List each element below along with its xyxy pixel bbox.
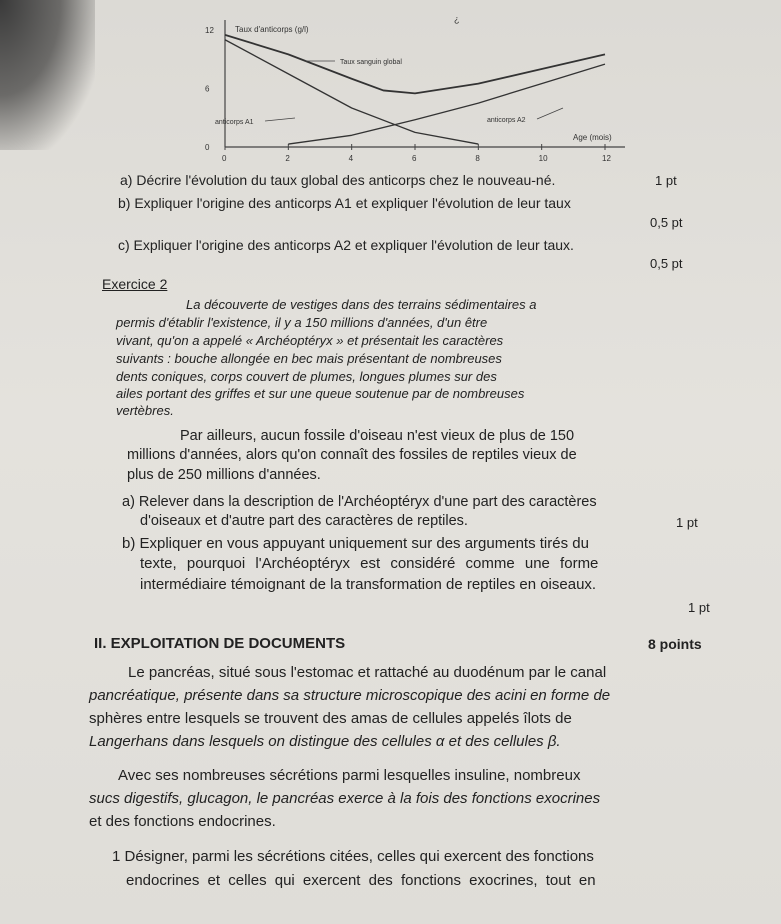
series-a1-line <box>225 40 478 144</box>
section-2-p2-line2: sucs digestifs, glucagon, le pancréas exerce à la fois des fonctions exocrines <box>89 790 601 807</box>
annotation-a1: anticorps A1 <box>215 119 254 126</box>
section-2-points: 8 points <box>648 636 702 652</box>
exercise-2-p2-line3: plus de 250 millions d'années. <box>127 467 321 483</box>
question-1a: a) Décrire l'évolution du taux global des anticorps chez le nouveau-né. <box>120 172 556 188</box>
exercise-2-p1-line1: La découverte de vestiges dans des terrains sédimentaires a <box>186 297 537 312</box>
exercise-2-p1-line6: ailes portant des griffes et sur une queue soutenue par de nombreuses <box>116 386 525 401</box>
exercise-2-qb-points: 1 pt <box>688 600 710 615</box>
x-tick-label: 10 <box>538 154 548 163</box>
question-1b: b) Expliquer l'origine des anticorps A1 et expliquer l'évolution de leur taux <box>118 195 571 211</box>
question-1c: c) Expliquer l'origine des anticorps A2 et expliquer l'évolution de leur taux. <box>118 237 574 253</box>
question-1a-points: 1 pt <box>655 173 677 188</box>
exercise-2-qa-line2: d'oiseaux et d'autre part des caractères de reptiles. <box>140 513 468 529</box>
x-axis-label: Age (mois) <box>573 133 612 142</box>
section-2-q1-line1: 1 Désigner, parmi les sécrétions citées, celles qui exercent des fonctions <box>112 848 594 865</box>
annotation-a1-pointer <box>265 118 295 121</box>
exercise-2-qb-line1: b) Expliquer en vous appuyant uniquement sur des arguments tirés du <box>122 535 589 552</box>
series-global-line <box>225 35 605 94</box>
section-2-title: II. EXPLOITATION DE DOCUMENTS <box>94 635 346 652</box>
section-2-p2-line3: et des fonctions endocrines. <box>89 813 276 830</box>
exercise-2-p2-line2: millions d'années, alors qu'on connaît des fossiles de reptiles vieux de <box>127 447 577 463</box>
section-2-p2-line1: Avec ses nombreuses sécrétions parmi lesquelles insuline, nombreux <box>118 767 581 784</box>
exercise-2-p1-line3: vivant, qu'on a appelé « Archéoptéryx » et présentait les caractères <box>116 333 504 348</box>
series-a2-line <box>288 64 605 144</box>
annotation-global: Taux sanguin global <box>340 59 402 66</box>
section-2-q1-line2: endocrines et celles qui exercent des fonctions exocrines, tout en <box>126 872 596 889</box>
exercise-2-p1-line4: suivants : bouche allongée en bec mais présentant de nombreuses <box>116 351 502 366</box>
exercise-2-qa-line1: a) Relever dans la description de l'Archéoptéryx d'une part des caractères <box>122 494 597 510</box>
x-tick-label: 8 <box>475 154 480 163</box>
exercise-2-qa-points: 1 pt <box>676 515 698 530</box>
question-1b-points: 0,5 pt <box>650 215 683 230</box>
x-tick-label: 12 <box>602 154 611 163</box>
annotation-a2: anticorps A2 <box>487 117 526 124</box>
x-tick-label: 6 <box>412 154 417 163</box>
x-tick-label: 2 <box>285 154 290 163</box>
question-1c-points: 0,5 pt <box>650 256 683 271</box>
y-tick-label: 12 <box>205 26 214 35</box>
y-ticks <box>205 26 214 152</box>
y-tick-label: 0 <box>205 143 210 152</box>
x-tick-label: 0 <box>222 154 227 163</box>
x-tick-label: 4 <box>348 154 354 163</box>
small-mark: ¿ <box>454 14 460 24</box>
section-2-p1-line2: pancréatique, présente dans sa structure microscopique des acini en forme de <box>89 687 611 704</box>
chart-series <box>225 35 605 144</box>
section-2-p1-line4: Langerhans dans lesquels on distingue des cellules α et des cellules β. <box>89 733 561 750</box>
exercise-2-p1-line7: vertèbres. <box>116 403 174 418</box>
antibody-chart <box>195 2 635 170</box>
section-2-p1-line1: Le pancréas, situé sous l'estomac et rattaché au duodénum par le canal <box>128 664 607 681</box>
exercise-2-p1-line2: permis d'établir l'existence, il y a 150 millions d'années, d'un être <box>116 315 488 330</box>
y-axis-label: Taux d'anticorps (g/l) <box>235 25 309 34</box>
dark-background-corner <box>0 0 95 150</box>
exercise-2-title: Exercice 2 <box>102 276 168 292</box>
annotation-a2-pointer <box>537 108 563 119</box>
exercise-2-qb-line2: texte, pourquoi l'Archéoptéryx est considéré comme une forme <box>140 555 599 572</box>
exercise-2-p1-line5: dents coniques, corps couvert de plumes, longues plumes sur des <box>116 369 497 384</box>
exercise-2-qb-line3: intermédiaire témoignant de la transformation de reptiles en oiseaux. <box>140 576 597 593</box>
exercise-2-p2-line1: Par ailleurs, aucun fossile d'oiseau n'est vieux de plus de 150 <box>180 428 575 444</box>
section-2-p1-line3: sphères entre lesquels se trouvent des amas de cellules appelés îlots de <box>89 710 572 727</box>
y-tick-label: 6 <box>205 84 210 94</box>
